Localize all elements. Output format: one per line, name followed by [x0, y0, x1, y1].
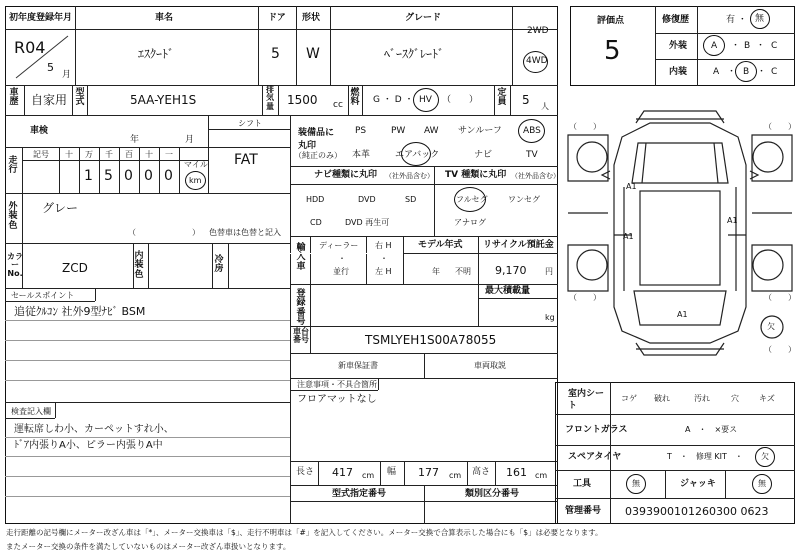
tv-fullseg: フルセグ [456, 195, 488, 204]
class-no-label: 類別区分番号 [465, 489, 520, 499]
inspector-label: 検査記入欄 [11, 407, 51, 416]
car-name-label: 車名 [155, 13, 174, 23]
nav-sub: （社外品含む） [385, 172, 434, 180]
repair-options: 有 ・ [726, 15, 747, 25]
equip-tv: TV [526, 150, 538, 160]
nav-label: ナビ種類に丸印 [314, 170, 378, 180]
diagram-paren-1: （ ） [569, 122, 601, 131]
color-code: ZCD [62, 261, 88, 275]
inspection-month: 月 [185, 135, 195, 145]
reg-year-label: 初年度登録年月 [9, 13, 73, 23]
recycle-yen: 円 [545, 267, 553, 276]
exterior-dot-2: ・ [756, 41, 766, 51]
color-label: 外装色 [8, 202, 18, 231]
width-label: 幅 [387, 467, 397, 477]
grade: ﾍﾞｰｽｸﾞﾚｰﾄﾞ [384, 47, 445, 61]
car-damage-diagram [562, 95, 798, 380]
windshield-label: フロントガラス [565, 425, 628, 435]
sheet-kizu: キズ [759, 394, 775, 403]
jack-label: ジャッキ [680, 479, 716, 489]
digit-header-3: 百 [125, 150, 133, 159]
nav-sd: SD [405, 195, 417, 204]
mark-a1-4: A1 [677, 310, 688, 319]
car-name: ｴｽｸｰﾄﾞ [138, 47, 175, 61]
registration-label: 登録番号 [296, 289, 306, 328]
equipment-sublabel: （純正のみ） [294, 151, 342, 160]
mgmt-label: 管理番号 [565, 506, 602, 516]
height-label: 高さ [472, 467, 491, 477]
fuel-label: 燃料 [350, 88, 360, 108]
mark-a1-1: A1 [626, 182, 637, 191]
exterior-a: A [711, 41, 718, 51]
nav-hdd: HDD [306, 195, 325, 204]
color-note: 色替車は色替と記入 [209, 228, 281, 237]
mileage-digit-3: 0 [144, 168, 153, 184]
diagram-paren-3: （ ） [569, 293, 601, 302]
mileage-label: 走行 [8, 156, 18, 176]
mark-ketsu: 欠 [767, 322, 775, 331]
repair-label: 修復歴 [662, 15, 690, 25]
import-dealer: ディーラー [319, 241, 359, 250]
reg-year: R04 [14, 38, 46, 57]
equip-airbag: エアバック [395, 150, 440, 160]
equip-leather: 本革 [352, 150, 371, 160]
equip-aw: AW [424, 126, 439, 136]
recycle-value: 9,170 [495, 264, 527, 277]
import-label: 輸入車 [296, 243, 306, 272]
mark-a1-3: A1 [623, 232, 634, 241]
fuel-options: G ・ D ・ [373, 95, 414, 105]
warranty-label: 新車保証書 [338, 361, 378, 370]
spare-label: スペアタイヤ [568, 452, 622, 462]
shape: W [306, 46, 320, 62]
tv-analog: アナログ [454, 218, 486, 227]
equipment-label: 装備品に丸印 [298, 128, 335, 151]
door-label: ドア [268, 13, 286, 23]
import-lh: 左 H [375, 267, 392, 276]
interior-a: A [713, 67, 720, 77]
repair-selected: 無 [755, 14, 765, 24]
fuel-selected: HV [419, 95, 432, 105]
tools-value: 無 [632, 479, 640, 488]
length-unit: cm [362, 471, 375, 480]
equip-abs: ABS [523, 126, 541, 136]
displacement: 1500 [287, 93, 318, 107]
equip-ps: PS [355, 126, 367, 136]
digit-header-5: 一 [165, 150, 173, 159]
tv-label: TV 種類に丸印 [445, 170, 507, 180]
model-year-label: モデル年式 [418, 240, 463, 250]
color-value: グレー [42, 201, 79, 215]
exterior-c: C [771, 41, 778, 51]
tools-label: 工具 [573, 479, 592, 489]
interior-c: C [771, 67, 778, 77]
width-value: 177 [418, 466, 439, 479]
digit-header-1: 万 [85, 150, 93, 159]
sheet-ana: 穴 [731, 394, 739, 403]
score-value: 5 [604, 36, 621, 66]
exterior-label: 外装 [669, 41, 688, 51]
spare-selected: 欠 [761, 452, 769, 461]
equip-pw: PW [391, 126, 406, 136]
mile-label: マイル [184, 160, 208, 169]
inspection-label: 車検 [30, 126, 49, 136]
usage: 自家用 [31, 93, 68, 107]
tv-oneseg: ワンセグ [508, 195, 540, 204]
mileage-digit-0: 1 [84, 168, 93, 184]
digit-header-4: 十 [145, 150, 153, 159]
type-no-label: 型式指定番号 [332, 489, 387, 499]
cold-label: 冷房 [214, 255, 224, 275]
length-label: 長さ [296, 467, 315, 477]
month-unit: 月 [62, 70, 72, 80]
footer-line-2: またメーター交換の条件を満たしていないものはメーター改ざん車扱いとなります。 [6, 542, 291, 551]
diagram-paren-4: （ ） [764, 293, 796, 302]
color-code-label: カラーNo. [7, 252, 23, 278]
notes-text: フロアマットなし [297, 394, 377, 405]
model-label: 型式 [75, 88, 85, 108]
mileage-digit-4: 0 [164, 168, 173, 184]
interior-dot-1: ・ [727, 67, 737, 77]
mileage-digit-1: 5 [104, 168, 113, 184]
displacement-unit: cc [333, 100, 343, 110]
nav-cd: CD [310, 218, 322, 227]
model-year-unknown: 不明 [455, 267, 471, 276]
model: 5AA-YEH1S [130, 93, 197, 107]
km-label: km [189, 176, 202, 185]
mileage-symbol-label: 記号 [33, 150, 49, 159]
spare-options: T ・ 修理 KIT ・ [667, 452, 743, 461]
interior-sheet-label: 室内シート [568, 389, 605, 411]
mark-a1-2: A1 [727, 216, 738, 225]
usage-label: 車歴 [9, 88, 19, 108]
sheet-yogore: 汚れ [694, 394, 710, 403]
exterior-b: B [744, 41, 751, 51]
inspector-line-2: ﾄﾞｱ内張りA小、ピラー内張りA中 [14, 440, 163, 451]
import-parallel: 並行 [333, 267, 349, 276]
recycle-label: リサイクル預託金 [483, 240, 554, 250]
import-dot: ・ [338, 254, 346, 263]
mgmt-value: 0393900101260300 0623 [625, 505, 769, 518]
shape-label: 形状 [302, 13, 321, 23]
score-label: 評価点 [597, 16, 625, 26]
equip-sunroof: サンルーフ [458, 126, 502, 136]
interior-dot-2: ・ [757, 67, 767, 77]
footer-line-1: 走行距離の記号欄にメーター改ざん車は「*」、メーター交換車は「$」、走行不明車は「#」を記入してください。メーター交換で合算表示した場合にも「$」は必要となります。 [6, 528, 603, 537]
max-load-label: 最大積載量 [485, 286, 531, 296]
diagram-paren-2: （ ） [764, 122, 796, 131]
inspection-year: 年 [130, 135, 140, 145]
drive-2wd: 2WD [527, 26, 549, 36]
tv-sub: （社外品含む） [511, 172, 560, 180]
height-value: 161 [506, 466, 527, 479]
windshield-value: A ・ ×要ス [685, 425, 738, 434]
interior-b: B [743, 67, 750, 77]
reg-month: 5 [47, 61, 54, 74]
sales-point-text: 追従ｸﾙｺﾝ 社外9型ﾅﾋﾞ BSM [14, 305, 146, 318]
digit-header-2: 千 [105, 150, 113, 159]
max-load-unit: kg [545, 313, 555, 322]
length-value: 417 [332, 466, 353, 479]
model-year-unit: 年 [432, 267, 440, 276]
shift: FAT [234, 152, 258, 168]
equip-navi: ナビ [474, 150, 493, 160]
width-unit: cm [449, 471, 462, 480]
height-unit: cm [535, 471, 548, 480]
jack-value: 無 [758, 479, 766, 488]
capacity-label: 定員 [497, 88, 507, 108]
nav-dvd-play: DVD 再生可 [345, 218, 390, 227]
digit-header-0: 十 [65, 150, 73, 159]
chassis-label: 車台番号 [293, 327, 309, 345]
inspector-line-1: 運転席しわ小、カーペットすれ小、 [14, 424, 174, 435]
displacement-label: 排気量 [266, 85, 274, 111]
interior-label: 内装 [669, 67, 688, 77]
fuel-paren: （ ） [442, 95, 479, 105]
interior-color-label: 内装色 [134, 251, 144, 280]
manual-label: 車両取説 [474, 361, 506, 370]
sheet-koge: コゲ [621, 394, 637, 403]
drive-4wd: 4WD [526, 56, 548, 66]
sales-point-label: セールスポイント [11, 291, 75, 300]
grade-label: グレード [405, 13, 442, 23]
color-paren: （ ） [128, 228, 200, 237]
chassis-value: TSMLYEH1S00A78055 [365, 333, 497, 347]
capacity-unit: 人 [541, 102, 549, 111]
diagram-paren-5: （ ） [764, 345, 796, 354]
capacity: 5 [522, 93, 530, 107]
sheet-yabure: 破れ [654, 394, 670, 403]
import-rh: 右 H [375, 241, 392, 250]
notes-label: 注意事項・不具合箇所 [297, 380, 377, 389]
exterior-dot-1: ・ [731, 41, 741, 51]
mileage-digit-2: 0 [124, 168, 133, 184]
import-dot-2: ・ [380, 254, 388, 263]
shift-label: シフト [238, 119, 262, 128]
nav-dvd: DVD [358, 195, 376, 204]
doors: 5 [271, 46, 280, 62]
